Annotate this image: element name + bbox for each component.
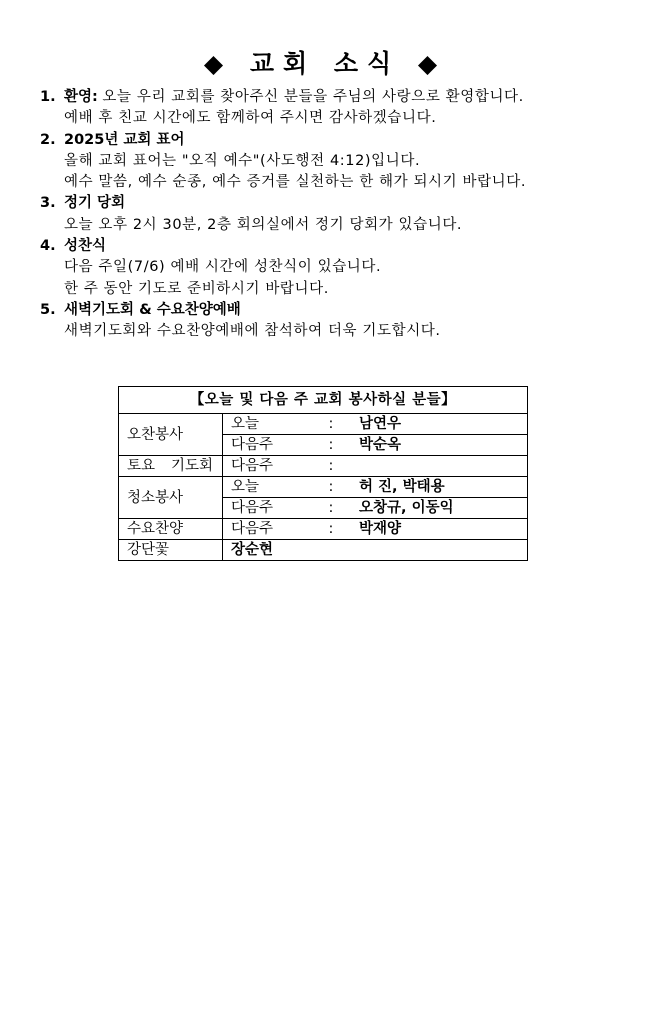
table-row: [119, 477, 528, 498]
assignment-cell: [223, 414, 528, 435]
assignment-cell: [223, 519, 528, 540]
separator: :: [328, 479, 334, 495]
when-label: 오늘: [231, 416, 260, 432]
when-label: 오늘: [231, 479, 260, 495]
item-line: 새벽기도회와 수요찬양예배에 참석하여 더욱 기도합시다.: [64, 323, 441, 340]
item-number: 4.: [40, 238, 56, 255]
when-label: 다음주: [231, 521, 274, 537]
item-number: 5.: [40, 301, 56, 318]
table-row: [119, 456, 528, 477]
item-heading-text: 오늘 우리 교회를 찾아주신 분들을 주님의 사랑으로 환영합니다.: [102, 89, 524, 105]
volunteer-name: 남연우: [359, 416, 402, 432]
role-cell: 오찬봉사: [119, 414, 223, 456]
item-heading: 환영:: [64, 89, 98, 105]
separator: :: [328, 458, 334, 474]
news-item-prayer-worship: [40, 300, 640, 343]
role-cell: 강단꽃: [119, 540, 223, 561]
volunteer-name: 박순옥: [359, 437, 402, 453]
service-volunteers-table: [118, 386, 528, 561]
table-row: [119, 414, 528, 435]
when-label: 다음주: [231, 500, 274, 516]
item-heading: 새벽기도회 & 수요찬양예배: [64, 301, 241, 318]
item-heading: 성찬식: [64, 238, 107, 255]
item-line: 예배 후 친교 시간에도 함께하여 주시면 감사하겠습니다.: [64, 110, 437, 127]
separator: :: [328, 437, 334, 453]
news-item-communion: [40, 236, 640, 300]
item-line: 한 주 동안 기도로 준비하시기 바랍니다.: [64, 280, 329, 297]
volunteer-name: 장순현: [231, 542, 274, 558]
role-cell: 수요찬양: [119, 519, 223, 540]
item-heading: 정기 당회: [64, 195, 126, 212]
page-title: ◆ 교회 소식 ◆: [203, 49, 447, 78]
assignment-cell: [223, 498, 528, 519]
news-item-motto: [40, 130, 640, 194]
assignment-cell: [223, 456, 528, 477]
volunteer-name: 박재양: [359, 521, 402, 537]
assignment-cell: [223, 477, 528, 498]
volunteer-name: 오창규, 이동익: [359, 500, 454, 516]
item-line: 다음 주일(7/6) 예배 시간에 성찬식이 있습니다.: [64, 259, 382, 276]
news-item-session: [40, 193, 640, 236]
separator: :: [328, 521, 334, 537]
role-cell: 토요 기도회: [119, 456, 223, 477]
item-line: 오늘 오후 2시 30분, 2층 회의실에서 정기 당회가 있습니다.: [64, 216, 463, 233]
item-number: 2.: [40, 131, 56, 148]
table-row: [119, 519, 528, 540]
separator: :: [328, 416, 334, 432]
item-heading: 2025년 교회 표어: [64, 131, 185, 148]
table-row: [119, 540, 528, 561]
item-number: 3.: [40, 195, 56, 212]
news-item-welcome: [40, 87, 640, 130]
item-number: 1.: [40, 89, 56, 105]
item-line: 예수 말씀, 예수 순종, 예수 증거를 실천하는 한 해가 되시기 바랍니다.: [64, 174, 527, 191]
role-cell: 청소봉사: [119, 477, 223, 519]
separator: :: [328, 500, 334, 516]
church-news-list: [40, 87, 640, 343]
when-label: 다음주: [231, 458, 274, 474]
assignment-cell: [223, 540, 528, 561]
table-caption-row: [119, 387, 528, 414]
assignment-cell: [223, 435, 528, 456]
item-line: 올해 교회 표어는 "오직 예수"(사도행전 4:12)입니다.: [64, 152, 421, 169]
table-caption: 【오늘 및 다음 주 교회 봉사하실 분들】: [119, 387, 528, 414]
volunteer-name: 허 진, 박태용: [359, 479, 445, 495]
when-label: 다음주: [231, 437, 274, 453]
